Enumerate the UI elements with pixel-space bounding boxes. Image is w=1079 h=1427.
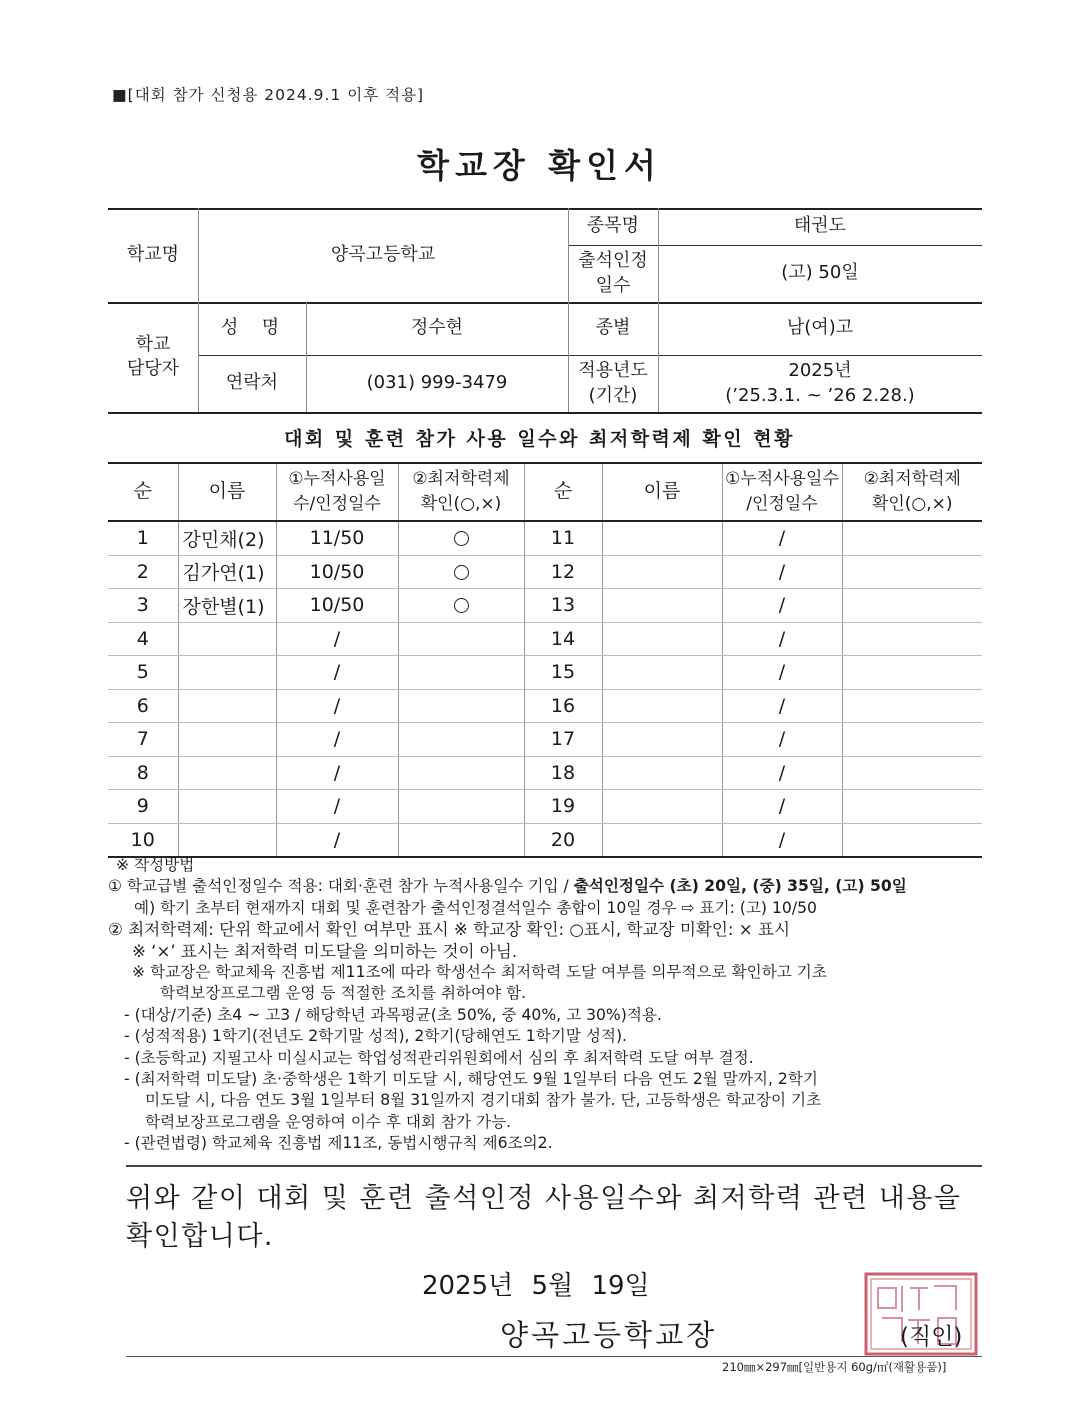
table-cell-name-r [602,756,722,790]
table-cell-days: 10/50 [276,589,398,623]
table-cell-check [398,723,524,757]
table-cell-no-r: 16 [524,689,602,723]
table-cell-name [178,689,276,723]
table-cell-no-r: 13 [524,589,602,623]
attendance-days-value: (고) 50일 [781,262,859,284]
check-circle-icon [454,531,469,546]
detail-3: - (초등학교) 지필고사 미실시교는 학업성적관리위원회에서 심의 후 최저학력 도달 여부 결정. [124,1048,754,1067]
contact-value: (031) 999-3479 [366,372,508,394]
table-cell-name-r [602,790,722,824]
table-row [108,622,982,656]
header-check-right-line1: ②최저학력제 [863,469,961,490]
header-check-line1: ②최저학력제 [412,469,510,490]
note-2-b2: 학력보장프로그램 운영 등 적절한 조치를 취하여야 함. [160,984,527,1003]
table-row [108,823,982,857]
year-label-line2: (기간) [588,384,638,406]
table-cell-check [398,521,524,555]
check-circle-icon [454,565,469,580]
table-row [108,521,982,555]
table-cell-name-r [602,723,722,757]
table-cell-check [398,823,524,857]
table-cell-check [398,622,524,656]
table-row [108,589,982,623]
manager-name: 정수현 [410,317,464,339]
note-2: ② 최저학력제: 단위 학교에서 확인 여부만 표시 ※ 학교장 확인: ○표시, 학교장 미확인: × 표시 [108,920,791,940]
table-cell-check [398,589,524,623]
header-check-right [842,463,982,521]
table-cell-name [178,622,276,656]
table-cell-days-r: / [722,823,842,857]
table-row [108,723,982,757]
table-cell-days: / [276,622,398,656]
attendance-days-label-line1: 출석인정 [578,250,648,272]
table-cell-no-r: 14 [524,622,602,656]
table-cell-no: 5 [108,656,178,690]
header-days-line1: ①누적사용일 [288,469,386,490]
table-cell-no-r: 11 [524,521,602,555]
bottom-rule [126,1356,982,1357]
table-cell-no: 7 [108,723,178,757]
table-row [108,756,982,790]
table-cell-name [178,756,276,790]
table-cell-name-r [602,521,722,555]
table-cell-check-r [842,622,982,656]
note-1-example: 예) 학기 초부터 현재까지 대회 및 훈련참가 출석인정결석일수 총합이 10일 경우 ⇨ 표기: (고) 10/50 [134,898,817,917]
header-no-right: 순 [524,463,602,521]
table-cell-days: / [276,656,398,690]
table-cell-days: / [276,756,398,790]
period-text: (’25.3.1. ~ ’26 2.28.) [725,384,915,406]
table-cell-no: 10 [108,823,178,857]
table-cell-no-r: 15 [524,656,602,690]
table-cell-days-r: / [722,790,842,824]
attendance-days-label [568,245,658,302]
header-days [276,463,398,521]
table-cell-days: / [276,790,398,824]
table-cell-name-r [602,589,722,623]
detail-4-line3: 학력보장프로그램을 운영하여 이수 후 대회 참가 가능. [145,1112,512,1131]
sport-value: 태권도 [793,215,847,237]
writing-instructions [108,855,988,1155]
table-cell-days: 10/50 [276,555,398,589]
notes-heading: ※ 작성방법 [116,856,195,874]
divider [126,1165,982,1167]
section-subtitle: 대회 및 훈련 참가 사용 일수와 최저학력제 확인 현황 [284,428,795,450]
table-cell-no-r: 18 [524,756,602,790]
school-name: 양곡고등학교 [330,243,436,265]
school-name-label: 학교명 [126,243,180,265]
table-cell-name-r [602,555,722,589]
note-1-bold: 출석인정일수 (초) 20일, (중) 35일, (고) 50일 [573,877,907,896]
table-cell-check-r [842,723,982,757]
header-check [398,463,524,521]
detail-4-line1: - (최저학력 미도달) 초·중학생은 1학기 미도달 시, 해당연도 9월 1일부터 다음 연도 2월 말까지, 2학기 [124,1070,818,1089]
table-cell-name-r [602,823,722,857]
paper-spec: 210㎜×297㎜[일반용지 60g/㎡(재활용품)] [722,1360,947,1374]
table-cell-no-r: 19 [524,790,602,824]
table-cell-days-r: / [722,756,842,790]
table-cell-days-r: / [722,723,842,757]
table-cell-check [398,656,524,690]
table-cell-name [178,723,276,757]
table-cell-no: 6 [108,689,178,723]
table-cell-days-r: / [722,521,842,555]
table-row [108,790,982,824]
gender-label: 종별 [595,317,631,339]
table-cell-check [398,555,524,589]
table-cell-check-r [842,756,982,790]
header-name-right: 이름 [602,463,722,521]
contact-label: 연락처 [225,372,279,394]
header-check-line2: 확인(○,×) [420,494,502,514]
table-cell-no: 8 [108,756,178,790]
manager-label-line1: 학교 [135,333,171,355]
gender-value: 남(여)고 [786,317,854,339]
detail-4-line2: 미도달 시, 다음 연도 3월 1일부터 8월 31일까지 경기대회 참가 불가. 단, 고등학생은 학교장이 기초 [145,1091,822,1110]
manager-name-label: 성 명 [220,317,284,339]
table-cell-no-r: 20 [524,823,602,857]
year-value [658,355,982,412]
table-cell-name [178,823,276,857]
note-1-text: ① 학교급별 출석인정일수 적용: 대회·훈련 참가 누적사용일수 기입 / [108,877,574,896]
table-cell-days: / [276,689,398,723]
header-days-right [722,463,842,521]
table-cell-check [398,756,524,790]
table-header-row [108,463,982,521]
table-cell-days: / [276,723,398,757]
table-cell-name [178,656,276,690]
detail-1: - (대상/기준) 초4 ~ 고3 / 해당학년 과목평균(초 50%, 중 40%, 고 30%)적용. [124,1005,662,1024]
form-usage-note: ■[대회 참가 신청용 2024.9.1 이후 적용] [112,86,425,104]
table-cell-name [178,790,276,824]
header-check-right-line2: 확인(○,×) [871,494,953,514]
sport-label: 종목명 [586,215,640,237]
header-days-right-line2: /인정일수 [746,494,818,514]
table-cell-name: 강민채(2) [178,521,276,555]
table-cell-no: 9 [108,790,178,824]
table-cell-days-r: / [722,622,842,656]
table-cell-no: 2 [108,555,178,589]
table-row [108,689,982,723]
table-cell-no: 1 [108,521,178,555]
table-cell-check-r [842,790,982,824]
table-cell-check-r [842,589,982,623]
header-name: 이름 [178,463,276,521]
header-days-line2: 수/인정일수 [293,494,381,514]
table-row [108,555,982,589]
table-cell-check [398,689,524,723]
table-cell-check-r [842,521,982,555]
note-1 [108,876,988,897]
detail-2: - (성적적용) 1학기(전년도 2학기말 성적), 2학기(당해연도 1학기말 성적). [124,1027,628,1046]
table-cell-check-r [842,656,982,690]
year-text: 2025년 [788,360,852,382]
detail-5: - (관련법령) 학교체육 진흥법 제11조, 동법시행규칙 제6조의2. [124,1134,553,1153]
table-cell-name: 김가연(1) [178,555,276,589]
table-cell-days-r: / [722,656,842,690]
attendance-table [108,462,982,858]
table-row [108,656,982,690]
seal-label: (직인) [900,1324,963,1350]
table-cell-check-r [842,555,982,589]
check-circle-icon [454,598,469,613]
attendance-days-label-line2: 일수 [595,274,631,296]
table-cell-days-r: / [722,555,842,589]
note-2-a: ※ ‘×’ 표시는 최저학력 미도달을 의미하는 것이 아님. [132,941,518,961]
year-label [568,355,658,412]
table-cell-check-r [842,823,982,857]
confirmation-statement: 위와 같이 대회 및 훈련 출석인정 사용일수와 최저학력 관련 내용을 확인합니다. [126,1183,962,1252]
table-cell-days: / [276,823,398,857]
year-label-line1: 적용년도 [578,360,648,382]
table-cell-no: 4 [108,622,178,656]
manager-label [108,302,198,412]
table-cell-no-r: 17 [524,723,602,757]
table-cell-check-r [842,689,982,723]
table-cell-no: 3 [108,589,178,623]
page-title: 학교장 확인서 [417,146,662,185]
table-cell-name-r [602,622,722,656]
header-no: 순 [108,463,178,521]
table-cell-check [398,790,524,824]
table-cell-name: 장한별(1) [178,589,276,623]
table-cell-name-r [602,689,722,723]
table-cell-days-r: / [722,689,842,723]
principal-signature: 양곡고등학교장 [500,1318,718,1352]
table-cell-days-r: / [722,589,842,623]
manager-label-line2: 담당자 [126,358,180,379]
header-days-right-line1: ①누적사용일수 [725,469,839,490]
note-2-b1: ※ 학교장은 학교체육 진흥법 제11조에 따라 학생선수 최저학력 도달 여부를 의무적으로 확인하고 기초 [132,963,827,982]
issue-date: 2025년 5월 19일 [422,1271,650,1301]
table-cell-name-r [602,656,722,690]
table-cell-no-r: 12 [524,555,602,589]
table-cell-days: 11/50 [276,521,398,555]
